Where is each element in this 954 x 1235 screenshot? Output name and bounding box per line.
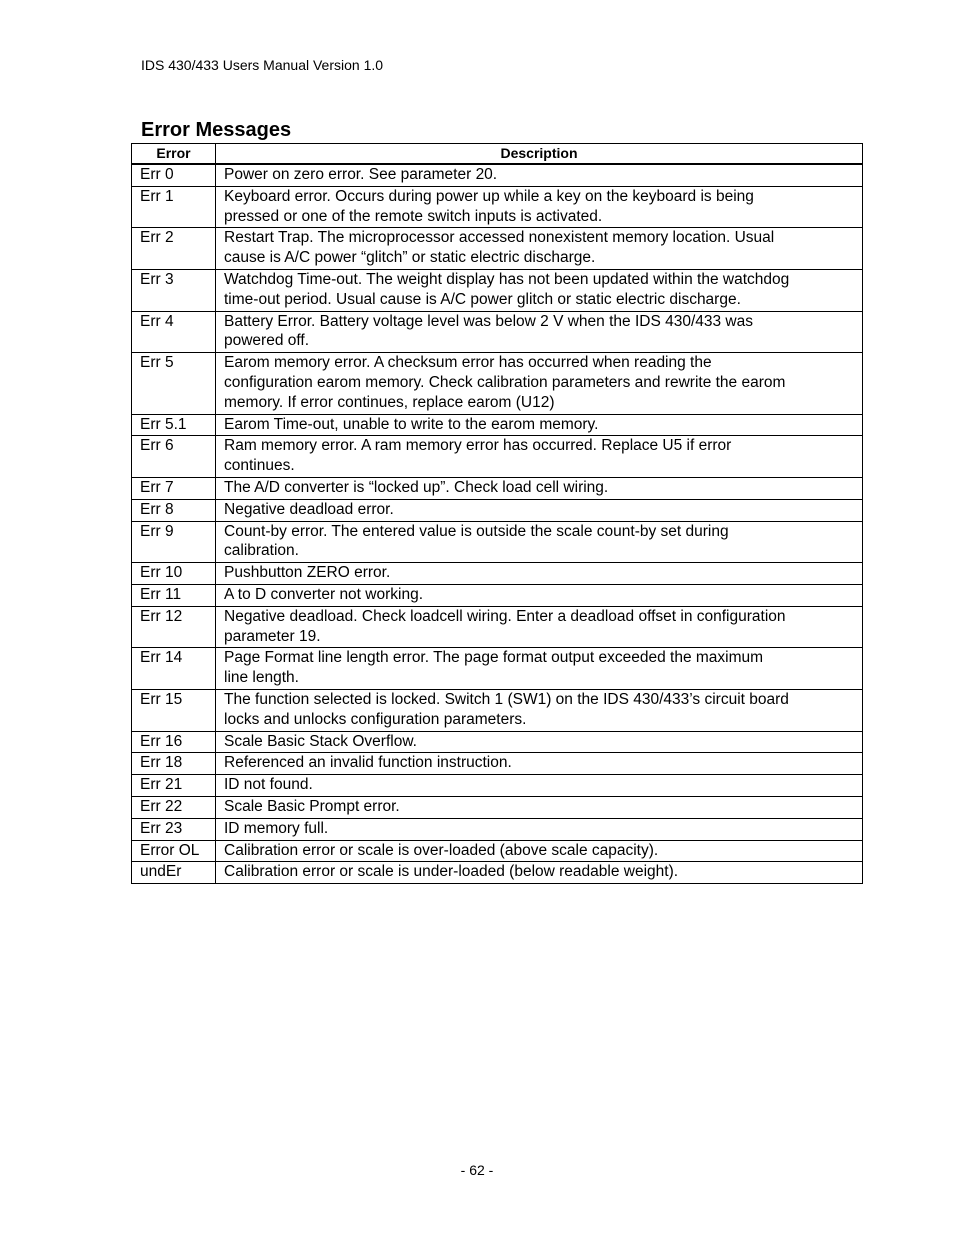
table-row — [132, 753, 863, 775]
error-description: The function selected is locked. Switch 1 (SW1) on the IDS 430/433’s circuit board locks and unlocks configuration parameters. — [216, 689, 863, 731]
error-code: Err 8 — [132, 499, 216, 521]
error-description: Earom Time-out, unable to write to the earom memory. — [216, 414, 863, 436]
error-code: Err 12 — [132, 606, 216, 648]
error-description: Referenced an invalid function instruction. — [216, 753, 863, 775]
error-code: Err 15 — [132, 689, 216, 731]
table-row — [132, 648, 863, 690]
table-row — [132, 796, 863, 818]
table-row — [132, 436, 863, 478]
error-description: Negative deadload error. — [216, 499, 863, 521]
table-row — [132, 563, 863, 585]
table-row — [132, 689, 863, 731]
error-description: Ram memory error. A ram memory error has occurred. Replace U5 if error continues. — [216, 436, 863, 478]
table-row — [132, 186, 863, 228]
error-description: Calibration error or scale is under-loaded (below readable weight). — [216, 862, 863, 884]
table-row — [132, 414, 863, 436]
error-code: Err 1 — [132, 186, 216, 228]
table-row — [132, 521, 863, 563]
error-description: Power on zero error. See parameter 20. — [216, 164, 863, 186]
error-code: Err 5 — [132, 353, 216, 414]
error-description: Pushbutton ZERO error. — [216, 563, 863, 585]
running-header: IDS 430/433 Users Manual Version 1.0 — [141, 57, 384, 73]
error-code: Err 22 — [132, 796, 216, 818]
error-description: ID not found. — [216, 775, 863, 797]
error-code: Err 21 — [132, 775, 216, 797]
error-code: Err 7 — [132, 477, 216, 499]
error-description: The A/D converter is “locked up”. Check load cell wiring. — [216, 477, 863, 499]
table-row — [132, 606, 863, 648]
table-row — [132, 584, 863, 606]
column-header-description: Description — [216, 144, 863, 165]
error-code: Err 6 — [132, 436, 216, 478]
error-code: Err 9 — [132, 521, 216, 563]
table-row — [132, 818, 863, 840]
error-messages-table — [131, 143, 863, 884]
error-code: Err 10 — [132, 563, 216, 585]
table-row — [132, 731, 863, 753]
error-code: Err 11 — [132, 584, 216, 606]
table-row — [132, 862, 863, 884]
error-description: Watchdog Time-out. The weight display has not been updated within the watchdog time-out period. Usual cause is A/C power glitch or static electric discharge. — [216, 269, 863, 311]
table-row — [132, 269, 863, 311]
error-description: Count-by error. The entered value is outside the scale count-by set during calibration. — [216, 521, 863, 563]
error-code: Err 16 — [132, 731, 216, 753]
table-row — [132, 164, 863, 186]
error-code: Err 14 — [132, 648, 216, 690]
error-description: Scale Basic Stack Overflow. — [216, 731, 863, 753]
error-code: Err 18 — [132, 753, 216, 775]
error-description: Battery Error. Battery voltage level was below 2 V when the IDS 430/433 was powered off. — [216, 311, 863, 353]
table-row — [132, 775, 863, 797]
section-title: Error Messages — [141, 119, 292, 141]
table-header-row — [132, 144, 863, 165]
error-code: Err 3 — [132, 269, 216, 311]
error-code: Err 5.1 — [132, 414, 216, 436]
error-description: Page Format line length error. The page format output exceeded the maximum line length. — [216, 648, 863, 690]
error-description: Earom memory error. A checksum error has occurred when reading the configuration earom memory. Check calibration parameters and rewrite the earom memory. If error continues, replace earom (U12) — [216, 353, 863, 414]
error-description: Scale Basic Prompt error. — [216, 796, 863, 818]
error-code: Err 2 — [132, 228, 216, 270]
column-header-error: Error — [132, 144, 216, 165]
error-code: Err 4 — [132, 311, 216, 353]
error-description: Restart Trap. The microprocessor accessed nonexistent memory location. Usual cause is A/C power “glitch” or static electric discharge. — [216, 228, 863, 270]
error-description: Calibration error or scale is over-loaded (above scale capacity). — [216, 840, 863, 862]
error-code: Err 23 — [132, 818, 216, 840]
error-code: Err 0 — [132, 164, 216, 186]
error-description: A to D converter not working. — [216, 584, 863, 606]
table-row — [132, 353, 863, 414]
error-code: undEr — [132, 862, 216, 884]
error-code: Error OL — [132, 840, 216, 862]
table-row — [132, 228, 863, 270]
error-description: Keyboard error. Occurs during power up while a key on the keyboard is being pressed or one of the remote switch inputs is activated. — [216, 186, 863, 228]
error-description: Negative deadload. Check loadcell wiring. Enter a deadload offset in configuration parameter 19. — [216, 606, 863, 648]
table-row — [132, 840, 863, 862]
table-row — [132, 311, 863, 353]
table-row — [132, 499, 863, 521]
table-row — [132, 477, 863, 499]
page-number: - 62 - — [460, 1162, 494, 1178]
error-description: ID memory full. — [216, 818, 863, 840]
